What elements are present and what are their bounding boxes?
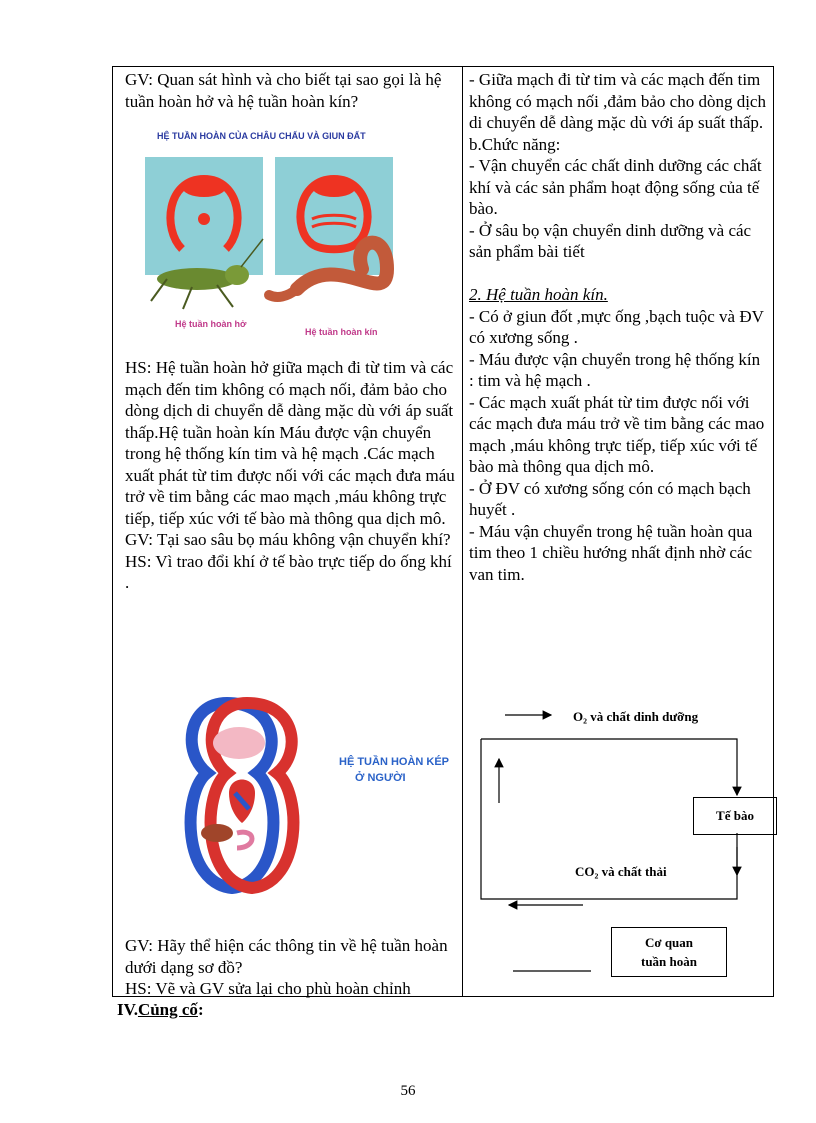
answer-1 bbox=[125, 357, 457, 594]
question-3-text: GV: Hãy thể hiện các thông tin về hệ tuần hoàn dưới dạng sơ đồ? bbox=[125, 936, 448, 977]
right-paragraph-6: - Các mạch xuất phát từ tim được nối với các mạch đưa máu trở về tim bằng các mao mạch ,máu không trực tiếp, tiếp xúc với tế bào mà thông qua dịch mô. bbox=[469, 392, 765, 476]
co2-waste-label: CO₂ và chất thải bbox=[575, 864, 667, 879]
answer-1-text: HS: Hệ tuần hoàn hở giữa mạch đi từ tim và các mạch đến tim không có mạch nối, đảm bảo cho dòng dịch di chuyển dễ dàng mặc dù với áp suất thấp.Hệ tuần hoàn kín Máu được vận chuyển trong hệ thống kín tim và hệ mạch .Các mạch xuất phát từ tim được nối với các mạch đưa máu trở về tim bằng các mao mạch ,máu không trực tiếp, tiếp xúc với tế bào mà thông qua dịch mô. bbox=[125, 358, 455, 528]
section-number: IV. bbox=[117, 1000, 138, 1019]
right-paragraph-2: - Vận chuyển các chất dinh dưỡng các chất khí và các sản phẩm hoạt động sống của tế bào. bbox=[469, 156, 762, 218]
question-1 bbox=[125, 69, 457, 112]
closed-system-heading: 2. Hệ tuần hoàn kín. bbox=[469, 285, 608, 304]
circulatory-organ-box bbox=[611, 927, 727, 977]
answer-3-text: HS: Vẽ và GV sửa lại cho phù hoàn chỉnh bbox=[125, 979, 411, 998]
bottom-left-arrow bbox=[505, 899, 585, 911]
question-3 bbox=[125, 935, 457, 1000]
section-heading bbox=[117, 1000, 204, 1020]
cell-box: Tế bào bbox=[693, 797, 777, 835]
right-paragraph-5: - Máu được vận chuyển trong hệ thống kín : tim và hệ mạch . bbox=[469, 349, 761, 390]
figure-1-title: HỆ TUẦN HOÀN CỦA CHÂU CHẤU VÀ GIUN ĐẤT bbox=[157, 131, 366, 141]
column-divider bbox=[462, 67, 463, 996]
function-heading: b.Chức năng: bbox=[469, 134, 561, 154]
section-colon: : bbox=[197, 1000, 204, 1019]
answer-2-text: HS: Vì trao đổi khí ở tế bào trực tiếp do ống khí . bbox=[125, 551, 452, 592]
right-paragraph-8: - Máu vận chuyển trong hệ tuần hoàn qua tim theo 1 chiều hướng nhất định nhờ các van tim. bbox=[469, 521, 753, 584]
question-1-text: GV: Quan sát hình và cho biết tại sao gọi là hệ tuần hoàn hở và hệ tuần hoàn kín? bbox=[125, 70, 442, 111]
loop-top-right bbox=[481, 739, 737, 795]
organ-line-2: tuần hoàn bbox=[641, 954, 697, 969]
figure-2-title-line1: HỆ TUẦN HOÀN KÉP bbox=[339, 756, 450, 768]
right-column-text bbox=[469, 69, 767, 585]
figure-1-caption-open: Hệ tuần hoàn hở bbox=[175, 319, 247, 329]
content-table bbox=[112, 66, 774, 997]
organ-line-1: Cơ quan bbox=[644, 935, 694, 950]
figure-2-title-line2: Ở NGƯỜI bbox=[355, 772, 406, 784]
figure-1-caption-closed: Hệ tuần hoàn kín bbox=[305, 327, 378, 337]
page-number: 56 bbox=[400, 1083, 416, 1099]
right-paragraph-4: - Có ở giun đốt ,mực ống ,bạch tuộc và ĐV có xương sống . bbox=[469, 306, 764, 347]
right-paragraph-3: - Ở sâu bọ vận chuyển dinh dưỡng và các sản phẩm bài tiết bbox=[469, 220, 752, 261]
figure-human-double-circulation bbox=[137, 683, 450, 913]
section-title: Củng cố bbox=[137, 1000, 198, 1019]
figure-open-closed-circulation bbox=[137, 119, 413, 343]
question-2-text: GV: Tại sao sâu bọ máu không vận chuyển khí? bbox=[125, 530, 451, 549]
oxygen-nutrient-label: O₂ và chất dinh dưỡng bbox=[573, 709, 699, 724]
right-paragraph-1: - Giữa mạch đi từ tim và các mạch đến tim không có mạch nối ,đảm bảo cho dòng dịch di chuyển dễ dàng mặc dù với áp suất thấp. bbox=[469, 70, 766, 132]
right-paragraph-7: - Ở ĐV có xương sống cón có mạch bạch huyết . bbox=[469, 478, 751, 519]
